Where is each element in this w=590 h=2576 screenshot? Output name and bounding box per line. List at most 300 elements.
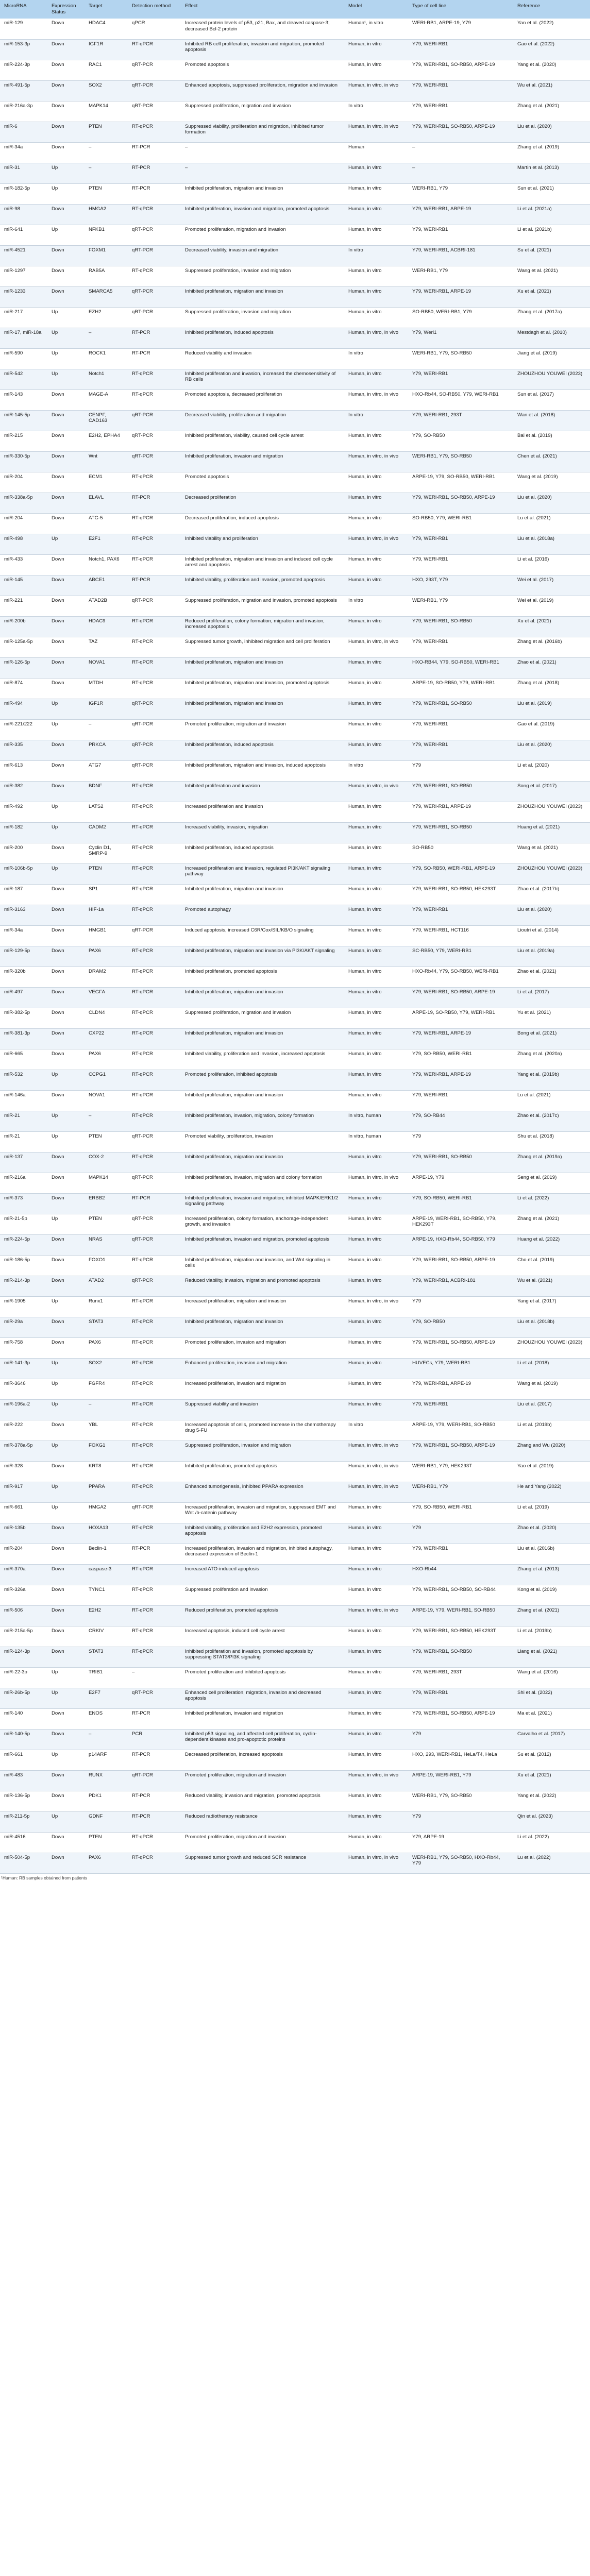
cell-reference: Ma et al. (2021): [513, 1708, 590, 1729]
cell-expression-status: Down: [47, 472, 85, 493]
cell-microrna: miR-106b-5p: [0, 863, 47, 884]
table-row: [0, 1791, 590, 1811]
cell-effect: Suppressed tumor growth and reduced SCR resistance: [181, 1853, 344, 1873]
cell-expression-status: Down: [47, 1544, 85, 1564]
cell-cell-line: Y79, ARPE-19: [408, 1832, 513, 1853]
table-row: [0, 987, 590, 1008]
cell-cell-line: WERI-RB1, Y79: [408, 596, 513, 616]
cell-detection-method: RT-PCR: [128, 1193, 181, 1214]
cell-cell-line: Y79, WERI-RB1: [408, 554, 513, 575]
cell-microrna: miR-224-3p: [0, 60, 47, 80]
table-row: [0, 1214, 590, 1234]
cell-target: HOXA13: [85, 1523, 128, 1544]
cell-cell-line: Y79, WERI-RB1, SO-RB50, SO-RB44: [408, 1585, 513, 1605]
cell-target: –: [85, 163, 128, 183]
cell-cell-line: Y79, WERI-RB1, SO-RB50, ARPE-19: [408, 1337, 513, 1358]
cell-expression-status: Down: [47, 142, 85, 163]
table-row: [0, 1605, 590, 1626]
cell-microrna: miR-200b: [0, 616, 47, 637]
cell-reference: Li et al. (2019b): [513, 1626, 590, 1647]
cell-target: HIF-1a: [85, 905, 128, 925]
cell-expression-status: Down: [47, 843, 85, 863]
cell-effect: Suppressed proliferation and invasion: [181, 1585, 344, 1605]
table-row: [0, 328, 590, 348]
cell-detection-method: RT-qPCR: [128, 987, 181, 1008]
cell-reference: Li et al. (2018): [513, 1358, 590, 1379]
cell-microrna: miR-214-3p: [0, 1276, 47, 1296]
cell-model: Human, in vitro, in vivo: [344, 1440, 408, 1461]
cell-target: PTEN: [85, 122, 128, 142]
cell-effect: Inhibited proliferation, migration and invasion: [181, 987, 344, 1008]
cell-reference: Shu et al. (2018): [513, 1131, 590, 1152]
cell-expression-status: Down: [47, 1564, 85, 1585]
cell-target: –: [85, 1111, 128, 1131]
cell-cell-line: Y79, Weri1: [408, 328, 513, 348]
cell-expression-status: Up: [47, 328, 85, 348]
cell-detection-method: RT-PCR: [128, 142, 181, 163]
cell-detection-method: qRT-PCR: [128, 431, 181, 451]
cell-effect: Inhibited proliferation, migration and invasion: [181, 699, 344, 719]
cell-expression-status: Down: [47, 1276, 85, 1296]
cell-microrna: miR-1297: [0, 266, 47, 286]
cell-effect: Enhanced apoptosis, suppressed proliferation, migration and invasion: [181, 80, 344, 101]
cell-detection-method: RT-qPCR: [128, 1049, 181, 1070]
cell-expression-status: Down: [47, 1626, 85, 1647]
cell-cell-line: Y79, WERI-RB1, ARPE-19: [408, 286, 513, 307]
cell-detection-method: RT-qPCR: [128, 513, 181, 534]
cell-effect: Decreased viability, invasion and migration: [181, 245, 344, 266]
table-row: [0, 719, 590, 740]
cell-microrna: miR-196a-2: [0, 1399, 47, 1420]
cell-model: Human, in vitro: [344, 1008, 408, 1028]
cell-microrna: miR-328: [0, 1461, 47, 1482]
cell-detection-method: qRT-PCR: [128, 245, 181, 266]
cell-microrna: miR-497: [0, 987, 47, 1008]
cell-expression-status: Down: [47, 657, 85, 678]
cell-detection-method: RT-qPCR: [128, 1399, 181, 1420]
cell-microrna: miR-382: [0, 781, 47, 802]
cell-effect: Inhibited proliferation, migration and invasion: [181, 1028, 344, 1049]
table-row: [0, 245, 590, 266]
cell-detection-method: qRT-PCR: [128, 1688, 181, 1708]
cell-microrna: miR-370a: [0, 1564, 47, 1585]
cell-effect: Promoted proliferation, migration and invasion: [181, 1770, 344, 1791]
cell-effect: Inhibited proliferation, induced apoptosis: [181, 740, 344, 760]
cell-target: CXP22: [85, 1028, 128, 1049]
cell-effect: Reduced viability, invasion and migration, promoted apoptosis: [181, 1791, 344, 1811]
cell-detection-method: RT-qPCR: [128, 905, 181, 925]
table-row: [0, 1440, 590, 1461]
cell-detection-method: RT-qPCR: [128, 472, 181, 493]
cell-cell-line: HXO-RB44, Y79, SO-RB50, WERI-RB1: [408, 657, 513, 678]
cell-reference: Martin et al. (2013): [513, 163, 590, 183]
cell-reference: Li et al. (2021b): [513, 225, 590, 245]
cell-expression-status: Down: [47, 1152, 85, 1173]
cell-model: In vitro: [344, 348, 408, 369]
cell-detection-method: RT-qPCR: [128, 1461, 181, 1482]
cell-effect: Inhibited proliferation and invasion, increased the chemosensitivity of RB cells: [181, 369, 344, 389]
table-row: [0, 389, 590, 410]
table-row: [0, 80, 590, 101]
cell-expression-status: Down: [47, 493, 85, 513]
cell-microrna: miR-125a-5p: [0, 637, 47, 657]
cell-expression-status: Down: [47, 616, 85, 637]
cell-model: Human, in vitro: [344, 946, 408, 967]
cell-detection-method: qRT-PCR: [128, 1214, 181, 1234]
cell-microrna: miR-532: [0, 1070, 47, 1090]
cell-model: Human, in vitro, in vivo: [344, 1853, 408, 1873]
cell-microrna: miR-613: [0, 760, 47, 781]
cell-target: TRIB1: [85, 1667, 128, 1688]
cell-model: In vitro, human: [344, 1111, 408, 1131]
cell-expression-status: Up: [47, 163, 85, 183]
cell-effect: Inhibited proliferation, invasion and migration; inhibited MAPK/ERK1/2 signaling pathway: [181, 1193, 344, 1214]
table-row: [0, 699, 590, 719]
cell-detection-method: qRT-PCR: [128, 699, 181, 719]
cell-reference: Cho et al. (2019): [513, 1255, 590, 1276]
cell-model: Human, in vitro: [344, 1234, 408, 1255]
cell-model: Human, in vitro, in vivo: [344, 122, 408, 142]
cell-target: Notch1, PAX6: [85, 554, 128, 575]
cell-reference: Yao et al. (2019): [513, 1461, 590, 1482]
cell-target: PAX6: [85, 1853, 128, 1873]
cell-model: Human, in vitro: [344, 616, 408, 637]
cell-model: Human, in vitro: [344, 307, 408, 328]
cell-cell-line: SO-RB50, WERI-RB1, Y79: [408, 307, 513, 328]
cell-detection-method: RT-qPCR: [128, 678, 181, 699]
cell-cell-line: WERI-RB1, Y79: [408, 183, 513, 204]
cell-cell-line: Y79, WERI-RB1, SO-RB50, ARPE-19: [408, 1440, 513, 1461]
table-row: [0, 1173, 590, 1193]
cell-cell-line: –: [408, 142, 513, 163]
cell-reference: Liu et al. (2020): [513, 122, 590, 142]
cell-detection-method: RT-qPCR: [128, 1255, 181, 1276]
cell-effect: Suppressed proliferation, invasion and migration: [181, 307, 344, 328]
cell-reference: ZHOUZHOU YOUWEI (2023): [513, 369, 590, 389]
cell-reference: Wei et al. (2019): [513, 596, 590, 616]
cell-effect: Inhibited proliferation, migration and invasion: [181, 657, 344, 678]
cell-detection-method: qRT-PCR: [128, 307, 181, 328]
cell-microrna: miR-217: [0, 307, 47, 328]
table-row: [0, 657, 590, 678]
cell-reference: Zhao et al. (2017b): [513, 884, 590, 905]
cell-target: CENPF, CAD163: [85, 410, 128, 431]
cell-model: Human, in vitro, in vivo: [344, 534, 408, 554]
cell-reference: Li et al. (2016): [513, 554, 590, 575]
cell-reference: Wang et al. (2019): [513, 472, 590, 493]
cell-microrna: miR-320b: [0, 967, 47, 987]
cell-target: FOXO1: [85, 1255, 128, 1276]
cell-model: Human, in vitro: [344, 183, 408, 204]
cell-reference: Yang et al. (2017): [513, 1296, 590, 1317]
cell-model: Human, in vitro: [344, 1811, 408, 1832]
cell-microrna: miR-373: [0, 1193, 47, 1214]
cell-model: Human, in vitro: [344, 967, 408, 987]
cell-cell-line: Y79, WERI-RB1, ARPE-19: [408, 1028, 513, 1049]
cell-expression-status: Down: [47, 1317, 85, 1337]
cell-cell-line: Y79, SO-RB50: [408, 1317, 513, 1337]
cell-target: ERBB2: [85, 1193, 128, 1214]
cell-model: Human, in vitro: [344, 1729, 408, 1750]
cell-model: Human, in vitro: [344, 802, 408, 822]
cell-expression-status: Down: [47, 637, 85, 657]
cell-target: CCPG1: [85, 1070, 128, 1090]
cell-microrna: miR-211-5p: [0, 1811, 47, 1832]
cell-model: Human, in vitro: [344, 575, 408, 596]
cell-model: Human, in vitro, in vivo: [344, 1296, 408, 1317]
cell-microrna: miR-335: [0, 740, 47, 760]
table-row: [0, 1544, 590, 1564]
cell-detection-method: RT-qPCR: [128, 1090, 181, 1111]
cell-reference: Liu et al. (2019a): [513, 946, 590, 967]
table-row: [0, 802, 590, 822]
cell-effect: Inhibited proliferation, invasion, migration, colony formation: [181, 1111, 344, 1131]
cell-effect: Increased proliferation, colony formation, anchorage-independent growth, and invasion: [181, 1214, 344, 1234]
cell-effect: Inhibited proliferation and invasion: [181, 781, 344, 802]
cell-model: Human, in vitro: [344, 1358, 408, 1379]
cell-effect: Reduced proliferation, colony formation, migration and invasion, increased apoptosis: [181, 616, 344, 637]
cell-microrna: miR-204: [0, 1544, 47, 1564]
cell-target: ELAVL: [85, 493, 128, 513]
cell-reference: Li et al. (2022): [513, 1193, 590, 1214]
cell-effect: Increased ATO-induced apoptosis: [181, 1564, 344, 1585]
cell-effect: Inhibited proliferation, induced apoptosis: [181, 843, 344, 863]
cell-expression-status: Up: [47, 1750, 85, 1770]
cell-target: E2F1: [85, 534, 128, 554]
cell-reference: Zhang et al. (2017a): [513, 307, 590, 328]
cell-reference: Zhao et al. (2017c): [513, 1111, 590, 1131]
cell-detection-method: qRT-PCR: [128, 1131, 181, 1152]
cell-microrna: miR-491-5p: [0, 80, 47, 101]
cell-reference: Zhang et al. (2021): [513, 1214, 590, 1234]
cell-detection-method: RT-qPCR: [128, 967, 181, 987]
cell-reference: Lu et al. (2022): [513, 1853, 590, 1873]
cell-effect: Inhibited proliferation, invasion and migration: [181, 451, 344, 472]
table-row: [0, 1461, 590, 1482]
cell-expression-status: Down: [47, 389, 85, 410]
cell-detection-method: RT-qPCR: [128, 1647, 181, 1667]
cell-target: PTEN: [85, 1131, 128, 1152]
cell-effect: Increased proliferation, migration and invasion: [181, 1296, 344, 1317]
cell-reference: He and Yang (2022): [513, 1482, 590, 1502]
cell-target: ATAD2B: [85, 596, 128, 616]
cell-microrna: miR-187: [0, 884, 47, 905]
table-row: [0, 905, 590, 925]
cell-reference: Liu et al. (2017): [513, 1399, 590, 1420]
cell-effect: Promoted autophagy: [181, 905, 344, 925]
table-row: [0, 1070, 590, 1090]
table-row: [0, 431, 590, 451]
cell-microrna: miR-200: [0, 843, 47, 863]
cell-model: Human, in vitro: [344, 513, 408, 534]
cell-microrna: miR-34a: [0, 142, 47, 163]
cell-detection-method: qRT-PCR: [128, 1276, 181, 1296]
cell-cell-line: WERI-RB1, Y79: [408, 266, 513, 286]
table-row: [0, 1811, 590, 1832]
cell-model: Human, in vitro: [344, 225, 408, 245]
cell-reference: Su et al. (2012): [513, 1750, 590, 1770]
cell-reference: Bai et al. (2019): [513, 431, 590, 451]
cell-model: Human, in vitro: [344, 1647, 408, 1667]
cell-microrna: miR-874: [0, 678, 47, 699]
cell-detection-method: RT-qPCR: [128, 1440, 181, 1461]
cell-reference: Lioutri et al. (2014): [513, 925, 590, 946]
cell-detection-method: qRT-PCR: [128, 451, 181, 472]
cell-reference: Mestdagh et al. (2010): [513, 328, 590, 348]
cell-reference: Zhang et al. (2019a): [513, 1152, 590, 1173]
cell-effect: Increased proliferation, invasion and migration: [181, 1379, 344, 1399]
table-row: [0, 1523, 590, 1544]
cell-expression-status: Up: [47, 225, 85, 245]
table-row: [0, 1564, 590, 1585]
cell-target: ROCK1: [85, 348, 128, 369]
cell-target: FGFR4: [85, 1379, 128, 1399]
cell-model: Human, in vitro: [344, 1523, 408, 1544]
cell-microrna: miR-917: [0, 1482, 47, 1502]
cell-target: PTEN: [85, 1832, 128, 1853]
cell-expression-status: Down: [47, 204, 85, 225]
cell-expression-status: Down: [47, 1028, 85, 1049]
cell-detection-method: qRT-PCR: [128, 719, 181, 740]
cell-target: PTEN: [85, 1214, 128, 1234]
cell-detection-method: RT-PCR: [128, 493, 181, 513]
cell-cell-line: ARPE-19, WERI-RB1, SO-RB50, Y79, HEK293T: [408, 1214, 513, 1234]
table-row: [0, 925, 590, 946]
cell-target: ABCE1: [85, 575, 128, 596]
cell-expression-status: Up: [47, 534, 85, 554]
cell-microrna: miR-590: [0, 348, 47, 369]
table-row: [0, 822, 590, 843]
cell-cell-line: WERI-RB1, Y79, HEK293T: [408, 1461, 513, 1482]
cell-model: Human, in vitro, in vivo: [344, 637, 408, 657]
header-detection-method: Detection method: [128, 0, 181, 19]
cell-model: Human, in vitro: [344, 1070, 408, 1090]
cell-cell-line: Y79, WERI-RB1, SO-RB50: [408, 699, 513, 719]
cell-target: HMGB1: [85, 925, 128, 946]
cell-expression-status: Down: [47, 1585, 85, 1605]
cell-target: Cyclin D1, SMRP-9: [85, 843, 128, 863]
table-row: [0, 967, 590, 987]
cell-microrna: miR-378a-5p: [0, 1440, 47, 1461]
cell-reference: Song et al. (2017): [513, 781, 590, 802]
cell-effect: –: [181, 142, 344, 163]
cell-reference: Xu et al. (2021): [513, 616, 590, 637]
cell-microrna: miR-143: [0, 389, 47, 410]
cell-detection-method: RT-qPCR: [128, 1482, 181, 1502]
cell-effect: Inhibited RB cell proliferation, invasion and migration, promoted apoptosis: [181, 39, 344, 60]
cell-detection-method: RT-PCR: [128, 575, 181, 596]
cell-microrna: miR-224-5p: [0, 1234, 47, 1255]
cell-microrna: miR-758: [0, 1337, 47, 1358]
cell-expression-status: Down: [47, 451, 85, 472]
cell-expression-status: Down: [47, 1770, 85, 1791]
cell-effect: Inhibited proliferation, induced apoptosis: [181, 328, 344, 348]
cell-target: PRKCA: [85, 740, 128, 760]
cell-expression-status: Down: [47, 760, 85, 781]
cell-reference: Qin et al. (2023): [513, 1811, 590, 1832]
cell-cell-line: ARPE-19, SO-RB50, Y79, WERI-RB1: [408, 678, 513, 699]
cell-cell-line: Y79, WERI-RB1: [408, 1399, 513, 1420]
cell-cell-line: Y79, WERI-RB1, HCT116: [408, 925, 513, 946]
cell-reference: Xu et al. (2021): [513, 1770, 590, 1791]
table-row: [0, 1337, 590, 1358]
cell-effect: Promoted apoptosis: [181, 60, 344, 80]
cell-detection-method: RT-qPCR: [128, 884, 181, 905]
cell-target: BDNF: [85, 781, 128, 802]
table-row: [0, 266, 590, 286]
cell-detection-method: RT-qPCR: [128, 1585, 181, 1605]
cell-microrna: miR-661: [0, 1750, 47, 1770]
cell-expression-status: Down: [47, 884, 85, 905]
cell-model: Human, in vitro: [344, 286, 408, 307]
cell-target: LATS2: [85, 802, 128, 822]
table-row: [0, 60, 590, 80]
cell-reference: Liu et al. (2018a): [513, 534, 590, 554]
cell-microrna: miR-98: [0, 204, 47, 225]
cell-expression-status: Down: [47, 1049, 85, 1070]
cell-reference: Zhao et al. (2020): [513, 1523, 590, 1544]
cell-cell-line: Y79: [408, 1523, 513, 1544]
cell-expression-status: Down: [47, 1255, 85, 1276]
cell-detection-method: RT-qPCR: [128, 1028, 181, 1049]
cell-model: Human, in vitro: [344, 1750, 408, 1770]
cell-reference: Yan et al. (2022): [513, 19, 590, 39]
cell-cell-line: Y79, WERI-RB1: [408, 225, 513, 245]
table-row: [0, 554, 590, 575]
cell-target: SMARCA5: [85, 286, 128, 307]
table-row: [0, 307, 590, 328]
cell-target: ATG7: [85, 760, 128, 781]
cell-expression-status: Down: [47, 1605, 85, 1626]
cell-cell-line: Y79, WERI-RB1: [408, 1090, 513, 1111]
cell-effect: Inhibited proliferation, migration and invasion: [181, 286, 344, 307]
cell-reference: Yang et al. (2019b): [513, 1070, 590, 1090]
cell-model: Human, in vitro, in vivo: [344, 1770, 408, 1791]
cell-detection-method: RT-qPCR: [128, 122, 181, 142]
table-row: [0, 781, 590, 802]
table-row: [0, 1090, 590, 1111]
cell-cell-line: Y79, WERI-RB1, SO-RB50, HEK293T: [408, 884, 513, 905]
cell-cell-line: HXO-Rb44, Y79, SO-RB50, WERI-RB1: [408, 967, 513, 987]
cell-microrna: miR-22-3p: [0, 1667, 47, 1688]
cell-effect: Inhibited proliferation, invasion, migration and colony formation: [181, 1173, 344, 1193]
cell-target: PPARA: [85, 1482, 128, 1502]
cell-target: PTEN: [85, 183, 128, 204]
cell-detection-method: RT-qPCR: [128, 204, 181, 225]
cell-detection-method: qPCR: [128, 19, 181, 39]
cell-expression-status: Down: [47, 1647, 85, 1667]
table-row: [0, 1832, 590, 1853]
cell-detection-method: RT-qPCR: [128, 1337, 181, 1358]
cell-detection-method: RT-PCR: [128, 1750, 181, 1770]
cell-target: SOX2: [85, 1358, 128, 1379]
cell-cell-line: Y79, WERI-RB1: [408, 719, 513, 740]
cell-expression-status: Up: [47, 1358, 85, 1379]
cell-effect: Decreased proliferation: [181, 493, 344, 513]
cell-model: Human, in vitro, in vivo: [344, 1605, 408, 1626]
header-expression-status: Expression Status: [47, 0, 85, 19]
cell-microrna: miR-140: [0, 1708, 47, 1729]
table-row: [0, 410, 590, 431]
table-row: [0, 1276, 590, 1296]
cell-microrna: miR-641: [0, 225, 47, 245]
cell-reference: Zhang et al. (2016b): [513, 637, 590, 657]
cell-reference: Liu et al. (2018b): [513, 1317, 590, 1337]
cell-reference: Yang et al. (2020): [513, 60, 590, 80]
cell-model: Human, in vitro, in vivo: [344, 781, 408, 802]
cell-microrna: miR-661: [0, 1502, 47, 1523]
cell-effect: Promoted proliferation, invasion and migration: [181, 1337, 344, 1358]
